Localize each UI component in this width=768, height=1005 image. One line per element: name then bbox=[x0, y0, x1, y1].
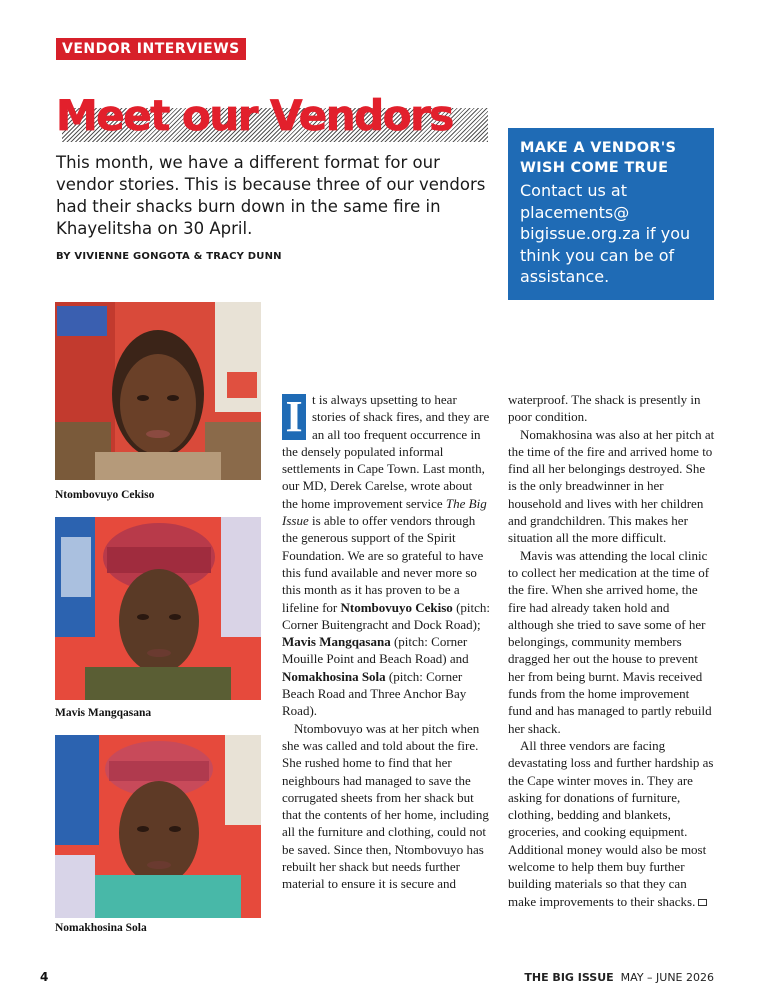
article-paragraph-4: Mavis was attending the local clinic to collect her medication at the time of the fire. When she arrived home, the fire had already taken hold and although she tried to save some of her belongings, community members dragged her out the house to prevent her from being burnt. Mavis received funds from the home improvement fund and has managed to partly rebuild her shack. bbox=[508, 547, 712, 736]
footer-masthead bbox=[524, 971, 714, 984]
wish-callout-box bbox=[508, 128, 714, 300]
article-column-2 bbox=[508, 391, 716, 910]
article-paragraph-2-continued: waterproof. The shack is presently in poor condition. bbox=[508, 392, 701, 425]
issue-date: MAY – JUNE 2026 bbox=[620, 971, 714, 984]
vendor-photo-2 bbox=[55, 517, 261, 700]
article-column-1 bbox=[282, 391, 490, 893]
photo-caption-1: Ntombovuyo Cekiso bbox=[55, 489, 155, 501]
magazine-name: THE BIG ISSUE bbox=[524, 971, 614, 984]
vendor-photo-3 bbox=[55, 735, 261, 918]
section-tag: VENDOR INTERVIEWS bbox=[56, 38, 246, 60]
dropcap: I bbox=[282, 394, 306, 440]
headline: Meet our Vendors bbox=[56, 91, 453, 140]
headline-block bbox=[56, 92, 488, 144]
article-paragraph-5: All three vendors are facing devastating loss and further hardship as the Cape winter moves in. They are asking for donations of furniture, clothing, bedding and blankets, groceries, and cooking equipment. Additional money would also be most welcome to help them buy further building materials so that they can make improvements to their shacks. bbox=[508, 737, 714, 909]
page-number: 4 bbox=[40, 970, 49, 984]
article-paragraph-3: Nomakhosina was also at her pitch at the time of the fire and arrived home to find all her belongings destroyed. She is the only breadwinner in her household and lives with her children and grandchildren. This makes her situation all the more difficult. bbox=[508, 426, 715, 546]
article-paragraph-1: I t is always upsetting to hear stories of shack fires, and they are an all too frequent occurrence in the densely populated informal settlements in Cape Town. Last month, our MD, Derek Carelse, wrote about the home improvement service The Big Issue is able to offer vendors through the generous support of the Spirit Foundation. We are so grateful to have this fund available and never more so this month as it has proven to be a lifeline for Ntombovuyo Cekiso (pitch: Corner Buitengracht and Dock Road); Mavis Mangqasana (pitch: Corner Mouille Point and Beach Road) and Nomakhosina Sola (pitch: Corner Beach Road and Three Anchor Bay Road). bbox=[282, 392, 490, 719]
wish-callout-body: Contact us at placements@ bigissue.org.za if you think you can be of assistance. bbox=[520, 181, 691, 286]
photo-caption-2: Mavis Mangqasana bbox=[55, 707, 152, 719]
photo-caption-3: Nomakhosina Sola bbox=[55, 922, 147, 934]
byline: BY VIVIENNE GONGOTA & TRACY DUNN bbox=[56, 251, 282, 262]
vendor-photo-1 bbox=[55, 302, 261, 480]
article-paragraph-2: Ntombovuyo was at her pitch when she was called and told about the fire. She rushed home to find that her neighbours had managed to save the corrugated sheets from her shack but that the contents of her home, including all the furniture and clothing, could not be saved. Since then, Ntombovuyo has rebuilt her shack but needs further material to ensure it is secure and bbox=[282, 720, 489, 892]
wish-callout-title: MAKE A VENDOR'S WISH COME TRUE bbox=[520, 140, 677, 176]
end-of-article-mark bbox=[698, 899, 707, 906]
intro-paragraph: This month, we have a different format for our vendor stories. This is because three of our vendors had their shacks burn down in the same fire in Khayelitsha on 30 April. bbox=[56, 153, 486, 238]
